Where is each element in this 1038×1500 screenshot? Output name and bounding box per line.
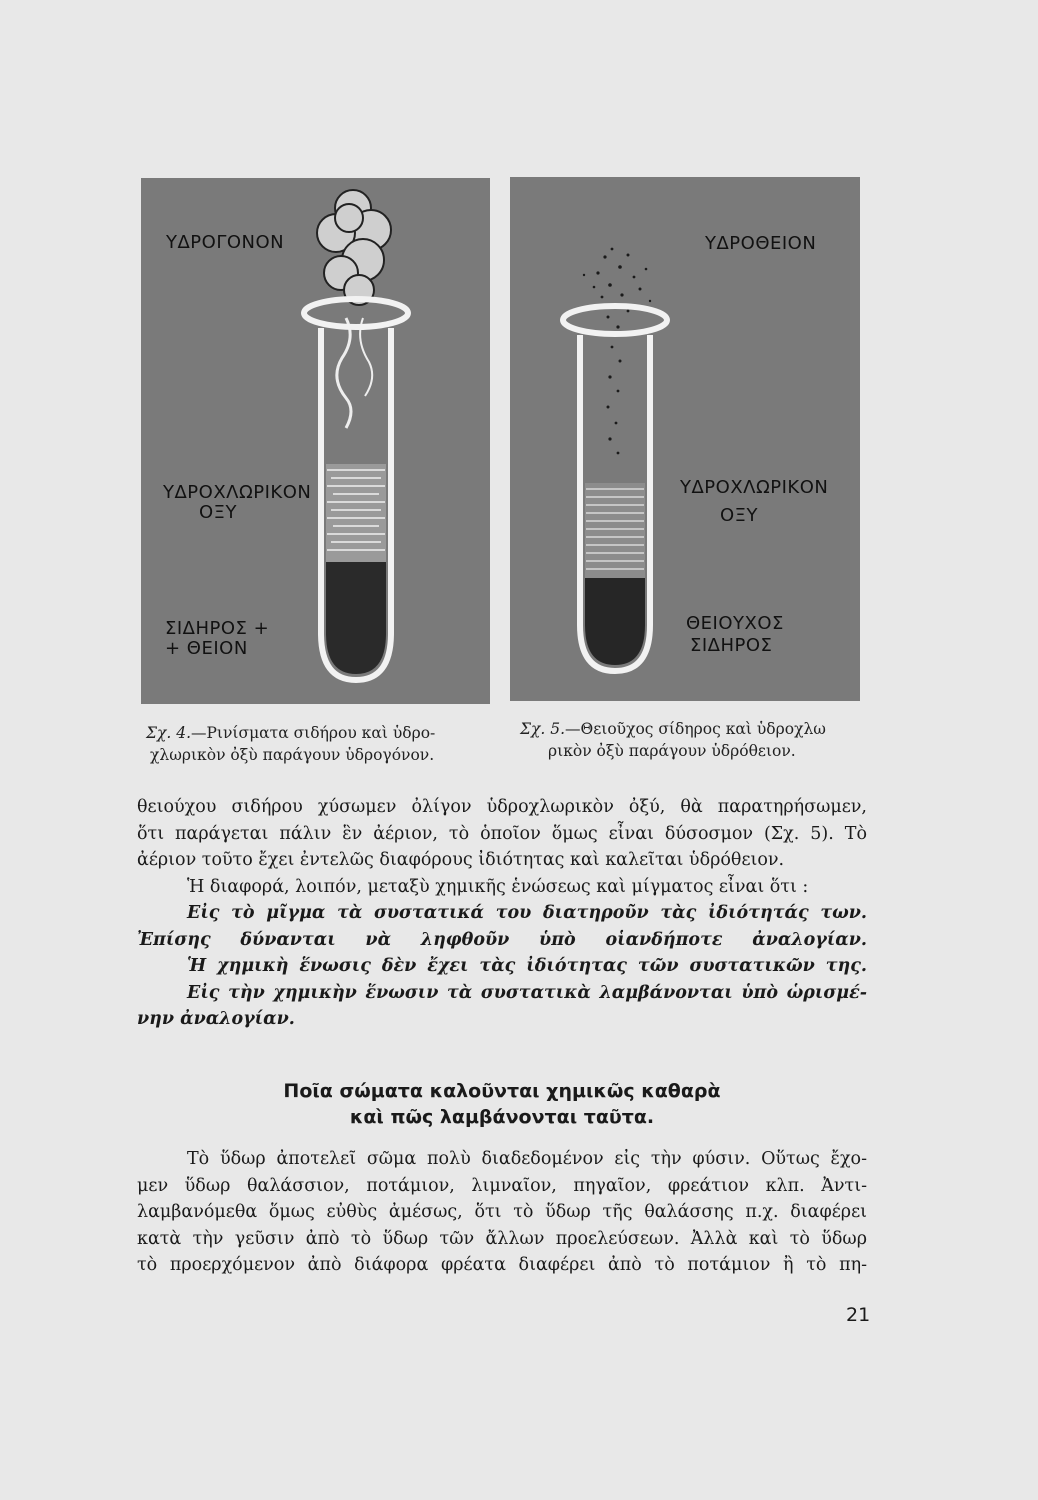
caption-line-2: ρικὸν ὀξὺ παράγουν ὑδρόθειον. xyxy=(548,742,796,760)
text-line: λαμβανόμεθα ὅμως εὐθὺς ἀμέσως, ὅτι τὸ ὕδωρ τῆς θαλάσσης π.χ. διαφέρει xyxy=(137,1202,867,1222)
label-plus-sulfur: + ΘΕΙΟΝ xyxy=(165,638,248,659)
section-heading xyxy=(137,1078,867,1130)
figure-4-caption xyxy=(146,722,486,766)
text-line: ἀέριον τοῦτο ἔχει ἐντελῶς διαφόρους ἰδιότητας καὶ καλεῖται ὑδρόθειον. xyxy=(137,850,785,870)
definition-line: νην ἀναλογίαν. xyxy=(137,1009,295,1029)
label-iron-plus: ΣΙΔΗΡΟΣ + xyxy=(165,618,270,639)
definition-line: Εἰς τὸ μῖγμα τὰ συστατικά του διατηροῦν τὰς ἰδιότητάς των. xyxy=(187,903,867,923)
figure-4-hydrogen xyxy=(141,178,490,704)
figure-5-caption xyxy=(520,718,865,762)
label-iron-sulfide-1: ΘΕΙΟΥΧΟΣ xyxy=(686,613,784,634)
figure-5-hydrogen-sulfide xyxy=(510,177,860,701)
label-hydrogen-sulfide: ΥΔΡΟΘΕΙΟΝ xyxy=(705,233,817,254)
definition-line: Ἐπίσης δύνανται νὰ ληφθοῦν ὑπὸ οἱανδήποτε ἀναλογίαν. xyxy=(137,929,867,950)
label-acid: ΟΞΥ xyxy=(199,502,238,523)
label-iron-sulfide-2: ΣΙΔΗΡΟΣ xyxy=(690,635,773,656)
paragraph-2: Ἡ διαφορά, λοιπόν, μεταξὺ χημικῆς ἑνώσεως καὶ μίγματος εἶναι ὅτι : xyxy=(187,876,809,897)
label-hydrochloric-acid: ΥΔΡΟΧΛΩΡΙΚΟΝ xyxy=(680,477,829,498)
page-number: 21 xyxy=(846,1304,871,1326)
paragraph-3 xyxy=(137,1146,867,1279)
caption-line-1: —Ρινίσματα σιδήρου καὶ ὑδρο- xyxy=(191,724,436,742)
label-acid: ΟΞΥ xyxy=(720,505,759,526)
heading-line-1: Ποῖα σώματα καλοῦνται χημικῶς καθαρὰ xyxy=(283,1080,721,1102)
label-hydrochloric-acid: ΥΔΡΟΧΛΩΡΙΚΟΝ xyxy=(163,482,312,503)
text-line: κατὰ τὴν γεῦσιν ἀπὸ τὸ ὕδωρ τῶν ἄλλων προελεύσεων. Ἀλλὰ καὶ τὸ ὕδωρ xyxy=(137,1228,867,1249)
caption-line-2: χλωρικὸν ὀξὺ παράγουν ὑδρογόνον. xyxy=(150,746,435,764)
text-line: Τὸ ὕδωρ ἀποτελεῖ σῶμα πολὺ διαδεδομένον εἰς τὴν φύσιν. Οὕτως ἔχο- xyxy=(187,1149,867,1169)
text-line: θειούχου σιδήρου χύσωμεν ὀλίγον ὑδροχλωρικὸν ὀξύ, θὰ παρατηρήσωμεν, xyxy=(137,797,867,817)
caption-number: Σχ. 4. xyxy=(146,724,191,742)
text-line: μεν ὕδωρ θαλάσσιον, ποτάμιον, λιμναῖον, πηγαῖον, φρεάτιον κλπ. Ἀντι- xyxy=(137,1175,867,1196)
test-tube-hydrogen-sulfide-illustration xyxy=(510,177,860,701)
label-hydrogen: ΥΔΡΟΓΟΝΟΝ xyxy=(166,232,285,253)
paragraph-1 xyxy=(137,794,867,1033)
caption-line-1: —Θειοῦχος σίδηρος καὶ ὑδροχλω xyxy=(565,720,826,738)
definition-line: Ἡ χημικὴ ἕνωσις δὲν ἔχει τὰς ἰδιότητας τῶν συστατικῶν της. xyxy=(187,956,867,976)
definition-line: Εἰς τὴν χημικὴν ἕνωσιν τὰ συστατικὰ λαμβάνονται ὑπὸ ὡρισμέ- xyxy=(187,982,867,1003)
heading-line-2: καὶ πῶς λαμβάνονται ταῦτα. xyxy=(349,1106,655,1128)
text-line: τὸ προερχόμενον ἀπὸ διάφορα φρέατα διαφέρει ἀπὸ τὸ ποτάμιον ἢ τὸ πη- xyxy=(137,1255,867,1275)
caption-number: Σχ. 5. xyxy=(520,720,565,738)
text-line: ὅτι παράγεται πάλιν ἓν ἀέριον, τὸ ὁποῖον ὅμως εἶναι δύσοσμον (Σχ. 5). Τὸ xyxy=(137,823,867,844)
